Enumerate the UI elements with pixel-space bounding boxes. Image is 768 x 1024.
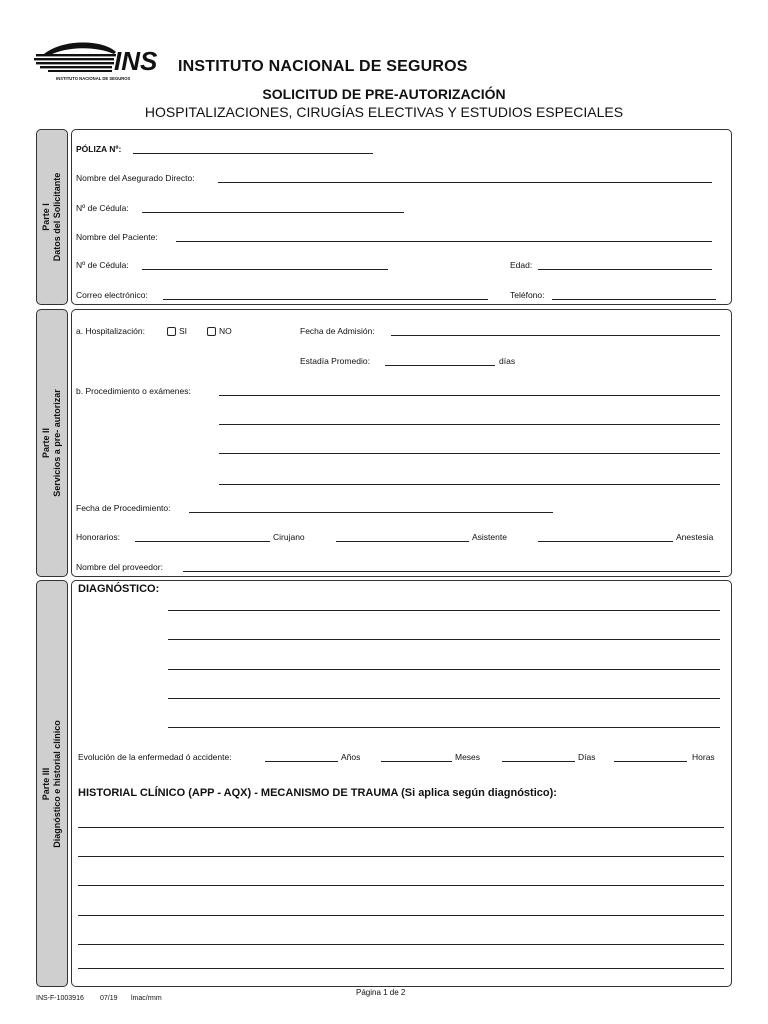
procedimiento-line-1[interactable] xyxy=(219,395,720,396)
anos-label: Años xyxy=(341,752,361,762)
historial-line-5[interactable] xyxy=(78,944,724,945)
no-checkbox[interactable] xyxy=(207,327,216,336)
edad-label: Edad: xyxy=(510,260,533,270)
correo-label: Correo electrónico: xyxy=(76,290,148,300)
form-title: SOLICITUD DE PRE-AUTORIZACIÓN xyxy=(262,86,506,102)
historial-line-4[interactable] xyxy=(78,915,724,916)
diagnostico-line-5[interactable] xyxy=(168,727,720,728)
cirujano-field[interactable] xyxy=(135,541,270,542)
logo-subtext: INSTITUTO NACIONAL DE SEGUROS xyxy=(56,76,131,81)
cedula1-field[interactable] xyxy=(142,212,404,213)
cirujano-label: Cirujano xyxy=(273,532,305,542)
telefono-label: Teléfono: xyxy=(510,290,545,300)
historial-line-1[interactable] xyxy=(78,827,724,828)
diagnostico-label: DIAGNÓSTICO: xyxy=(78,583,160,595)
edad-field[interactable] xyxy=(538,269,712,270)
horas-field[interactable] xyxy=(614,761,687,762)
part1-tab-subtitle: Datos del Solicitante xyxy=(52,172,62,262)
part3-tab xyxy=(36,580,68,987)
anestesia-label: Anestesia xyxy=(676,532,714,542)
asegurado-label: Nombre del Asegurado Directo: xyxy=(76,173,195,183)
horas-label: Horas xyxy=(692,752,715,762)
evolucion-label: Evolución de la enfermedad ó accidente: xyxy=(78,752,232,762)
procedimiento-line-4[interactable] xyxy=(219,484,720,485)
part3-tab-title: Parte III xyxy=(41,767,51,800)
historial-line-6[interactable] xyxy=(78,968,724,969)
meses-field[interactable] xyxy=(381,761,452,762)
part2-tab-subtitle: Servicios a pre- autorizar xyxy=(52,389,62,497)
paciente-field[interactable] xyxy=(176,241,712,242)
telefono-field[interactable] xyxy=(552,299,716,300)
asistente-field[interactable] xyxy=(336,541,469,542)
page-number: Página 1 de 2 xyxy=(356,988,406,997)
proveedor-label: Nombre del proveedor: xyxy=(76,562,163,572)
form-code: INS-F-1003916 xyxy=(36,995,84,1002)
correo-field[interactable] xyxy=(163,299,488,300)
honorarios-label: Honorarios: xyxy=(76,532,120,542)
historial-line-3[interactable] xyxy=(78,885,724,886)
asegurado-field[interactable] xyxy=(218,182,712,183)
part1-tab xyxy=(36,129,68,305)
part3-tab-subtitle: Diagnóstico e historial clínico xyxy=(52,719,62,848)
form-date: 07/19 xyxy=(100,995,118,1002)
poliza-field[interactable] xyxy=(133,153,373,154)
diagnostico-line-4[interactable] xyxy=(168,698,720,699)
anestesia-field[interactable] xyxy=(538,541,673,542)
fecha-admision-label: Fecha de Admisión: xyxy=(300,326,375,336)
fecha-procedimiento-label: Fecha de Procedimiento: xyxy=(76,503,171,513)
ins-logo xyxy=(34,38,170,84)
dias-label: días xyxy=(499,356,516,366)
dias-field[interactable] xyxy=(502,761,575,762)
part2-section xyxy=(71,309,732,577)
part2-tab xyxy=(36,309,68,577)
estadia-field[interactable] xyxy=(385,365,495,366)
meses-label: Meses xyxy=(455,752,481,762)
fecha-procedimiento-field[interactable] xyxy=(189,512,553,513)
proveedor-field[interactable] xyxy=(183,571,720,572)
diagnostico-line-1[interactable] xyxy=(168,610,720,611)
cedula1-label: Nº de Cédula: xyxy=(76,203,129,213)
procedimiento-line-3[interactable] xyxy=(219,453,720,454)
cedula2-field[interactable] xyxy=(142,269,388,270)
procedimiento-label: b. Procedimiento o exámenes: xyxy=(76,386,191,396)
si-checkbox[interactable] xyxy=(167,327,176,336)
form-subtitle: HOSPITALIZACIONES, CIRUGÍAS ELECTIVAS Y ESTUDIOS ESPECIALES xyxy=(144,104,624,120)
si-label: SI xyxy=(179,326,188,336)
paciente-label: Nombre del Paciente: xyxy=(76,232,158,242)
anos-field[interactable] xyxy=(265,761,338,762)
dias-label-3: Días xyxy=(578,752,596,762)
part1-section xyxy=(71,129,732,305)
no-label: NO xyxy=(219,326,232,336)
hospitalizacion-label: a. Hospitalización: xyxy=(76,326,145,336)
poliza-label: PÓLIZA Nº: xyxy=(76,144,122,154)
logo-text: INS xyxy=(114,46,158,76)
diagnostico-line-3[interactable] xyxy=(168,669,720,670)
part3-section xyxy=(71,580,732,987)
procedimiento-line-2[interactable] xyxy=(219,424,720,425)
cedula2-label: Nº de Cédula: xyxy=(76,260,129,270)
part1-tab-title: Parte I xyxy=(41,203,51,231)
diagnostico-line-2[interactable] xyxy=(168,639,720,640)
form-initials: lmac/rmm xyxy=(131,995,162,1002)
asistente-label: Asistente xyxy=(472,532,507,542)
fecha-admision-field[interactable] xyxy=(391,335,720,336)
part2-tab-title: Parte II xyxy=(41,427,51,459)
organization-name: INSTITUTO NACIONAL DE SEGUROS xyxy=(178,58,468,75)
historial-label: HISTORIAL CLÍNICO (APP - AQX) - MECANISMO DE TRAUMA (Si aplica según diagnóstico): xyxy=(78,787,557,799)
historial-line-2[interactable] xyxy=(78,856,724,857)
estadia-label: Estadía Promedio: xyxy=(300,356,370,366)
